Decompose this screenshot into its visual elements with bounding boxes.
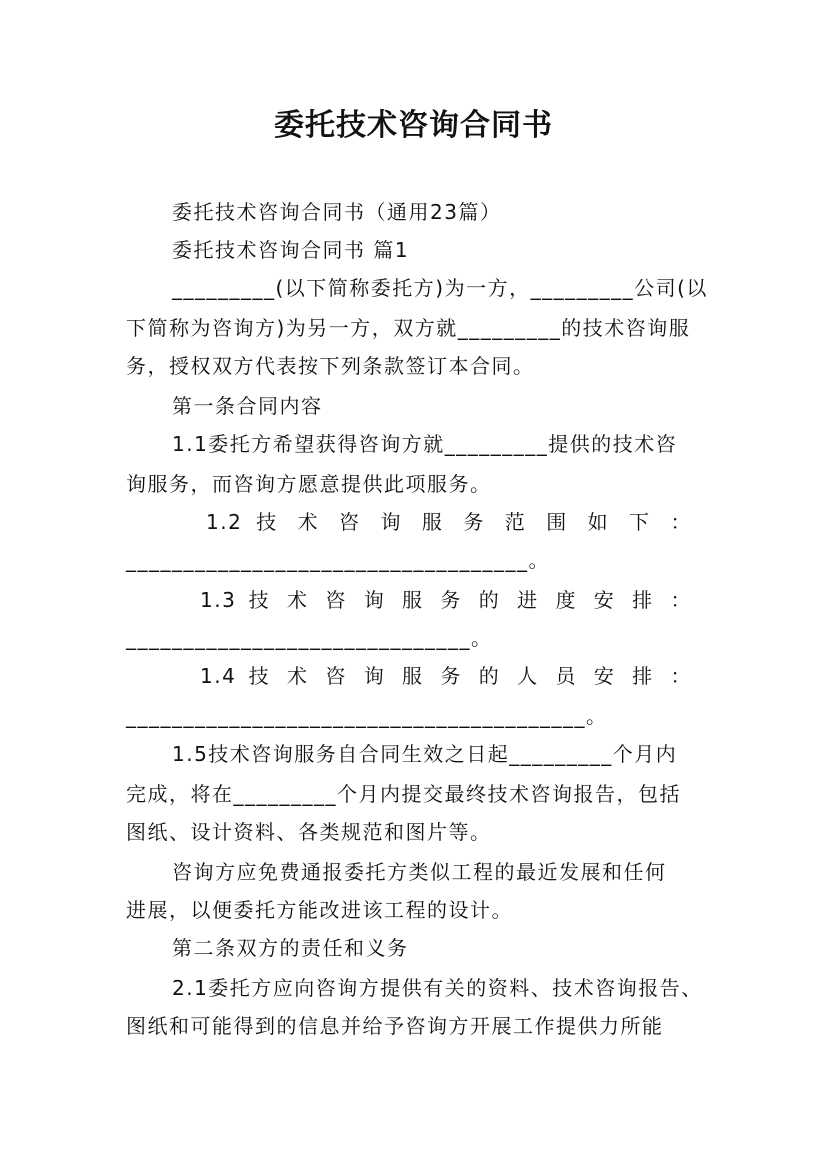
paragraph-line: 1.1委托方希望获得咨询方就_________提供的技术咨: [172, 432, 678, 456]
paragraph-line: 2.1委托方应向咨询方提供有关的资料、技术咨询报告、: [172, 976, 703, 1000]
blank-fill-line: ___________________________________。: [126, 548, 550, 572]
paragraph-line: 1.2 技 术 咨 询 服 务 范 围 如 下 ：: [206, 510, 692, 534]
paragraph-line: 完成，将在_________个月内提交最终技术咨询报告，包括: [126, 782, 681, 806]
clause-heading: 第二条双方的责任和义务: [172, 936, 409, 960]
paragraph-line: 图纸、设计资料、各类规范和图片等。: [126, 820, 492, 844]
paragraph-line: 咨询方应免费通报委托方类似工程的最近发展和任何: [172, 860, 667, 884]
paragraph-line: _________(以下简称委托方)为一方，_________公司(以: [172, 276, 708, 300]
subtitle-line: 委托技术咨询合同书（通用23篇）: [172, 200, 502, 224]
section-heading: 委托技术咨询合同书 篇1: [172, 238, 410, 262]
paragraph-line: 询服务，而咨询方愿意提供此项服务。: [126, 472, 492, 496]
paragraph-line: 下简称为咨询方)为另一方，双方就_________的技术咨询服: [126, 316, 691, 340]
paragraph-line: 进展，以便委托方能改进该工程的设计。: [126, 898, 513, 922]
paragraph-line: 图纸和可能得到的信息并给予咨询方开展工作提供力所能: [126, 1014, 664, 1038]
paragraph-line: 1.4 技 术 咨 询 服 务 的 人 员 安 排 ：: [200, 664, 692, 688]
paragraph-line: 1.5技术咨询服务自合同生效之日起_________个月内: [172, 742, 678, 766]
paragraph-line: 1.3 技 术 咨 询 服 务 的 进 度 安 排 ：: [200, 588, 692, 612]
paragraph-line: 务，授权双方代表按下列条款签订本合同。: [126, 354, 535, 378]
clause-heading: 第一条合同内容: [172, 394, 323, 418]
blank-fill-line: ________________________________________。: [126, 704, 608, 728]
document-title: 委托技术咨询合同书: [274, 108, 553, 143]
blank-fill-line: ______________________________。: [126, 626, 493, 650]
